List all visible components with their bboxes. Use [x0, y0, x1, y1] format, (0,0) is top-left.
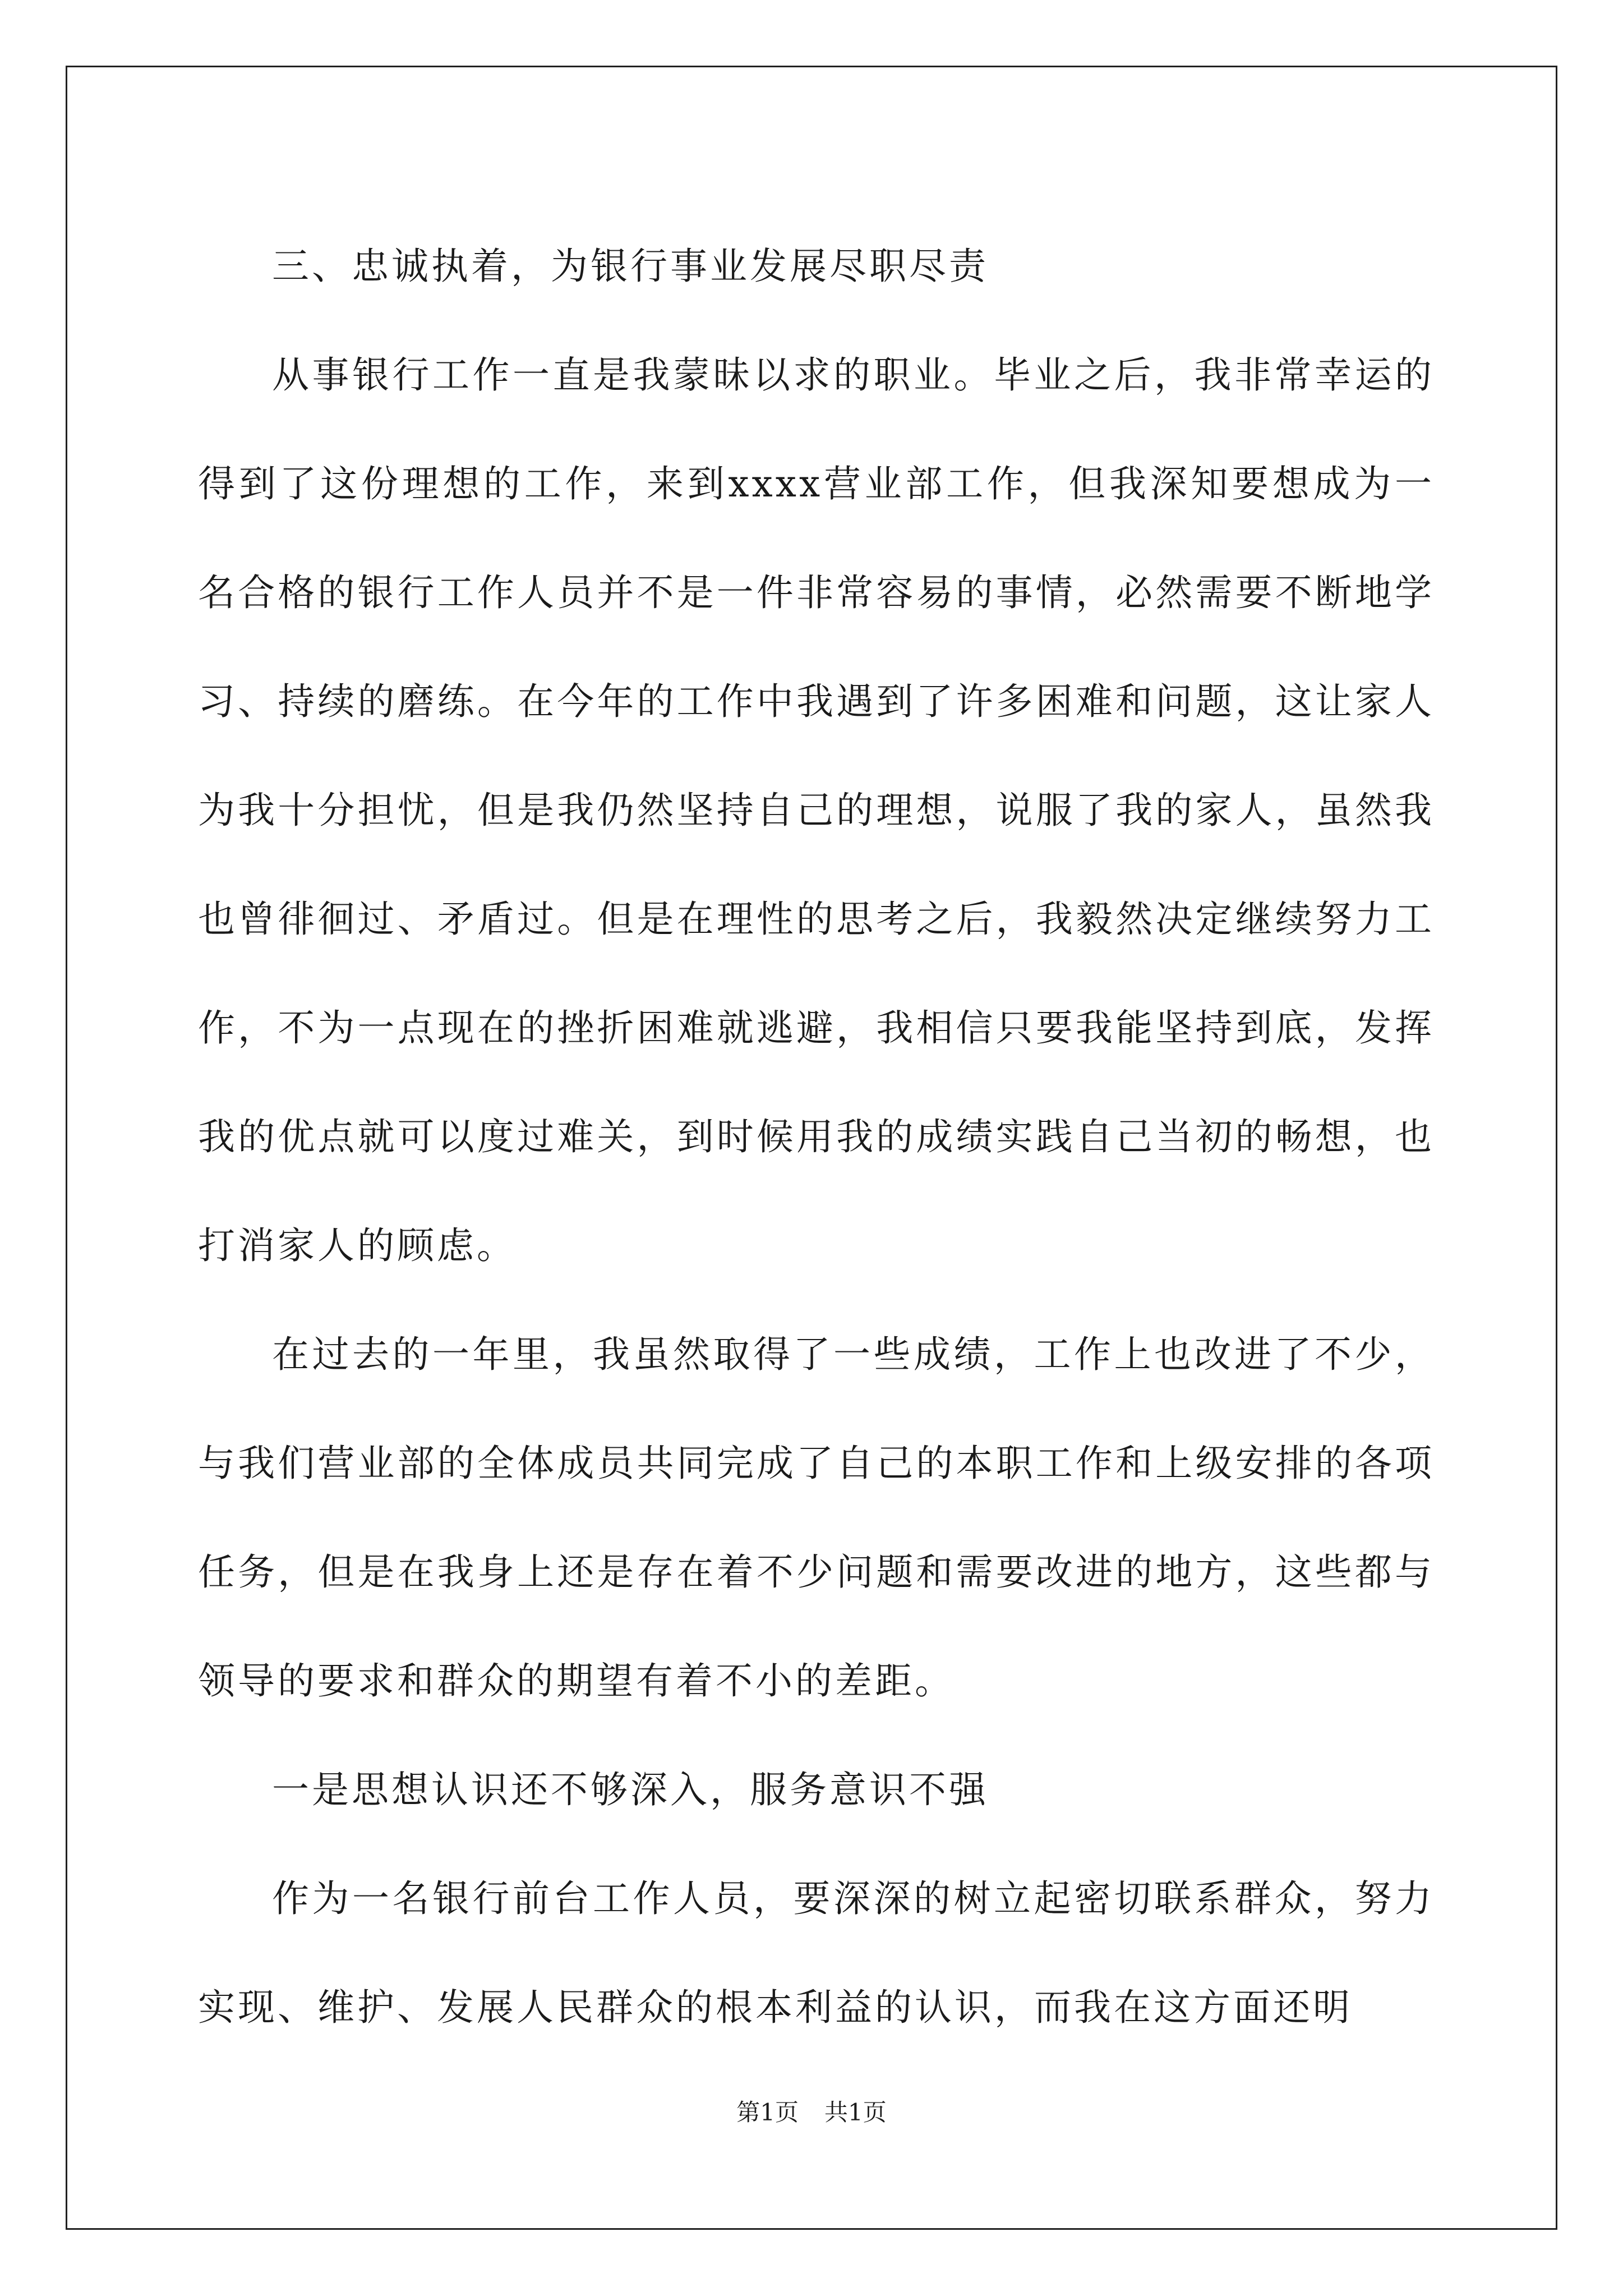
- page-number: 第1页: [736, 2099, 799, 2126]
- subsection-heading: 一是思想认识还不够深入，服务意识不强: [272, 1768, 989, 1811]
- body-paragraph: 从事银行工作一直是我蒙昧以求的职业。毕业之后，我非常幸运的得到了这份理想的工作，来到xxxx营业部工作，但我深知要想成为一名合格的银行工作人员并不是一件非常容易的事情，必然需要不断地学习、持续的磨练。在今年的工作中我遇到了许多困难和问题，这让家人为我十分担忧，但是我仍然坚持自己的理想，说服了我的家人，虽然我也曾徘徊过、矛盾过。但是在理性的思考之后，我毅然决定继续努力工作，不为一点现在的挫折困难就逃避，我相信只要我能坚持到底，发挥我的优点就可以度过难关，到时候用我的成绩实践自己当初的畅想，也打消家人的顾虑。: [198, 353, 1435, 1267]
- section-heading: 三、忠诚执着，为银行事业发展尽职尽责: [272, 245, 989, 288]
- page-footer: [0, 2097, 1623, 2128]
- document-body: [198, 212, 1435, 2062]
- body-paragraph: 作为一名银行前台工作人员，要深深的树立起密切联系群众，努力实现、维护、发展人民群众的根本利益的认识，而我在这方面还明: [198, 1877, 1435, 2029]
- body-paragraph: 在过去的一年里，我虽然取得了一些成绩，工作上也改进了不少，与我们营业部的全体成员共同完成了自己的本职工作和上级安排的各项任务，但是在我身上还是存在着不少问题和需要改进的地方，这些都与领导的要求和群众的期望有着不小的差距。: [198, 1333, 1435, 1703]
- page-total: 共1页: [824, 2099, 887, 2126]
